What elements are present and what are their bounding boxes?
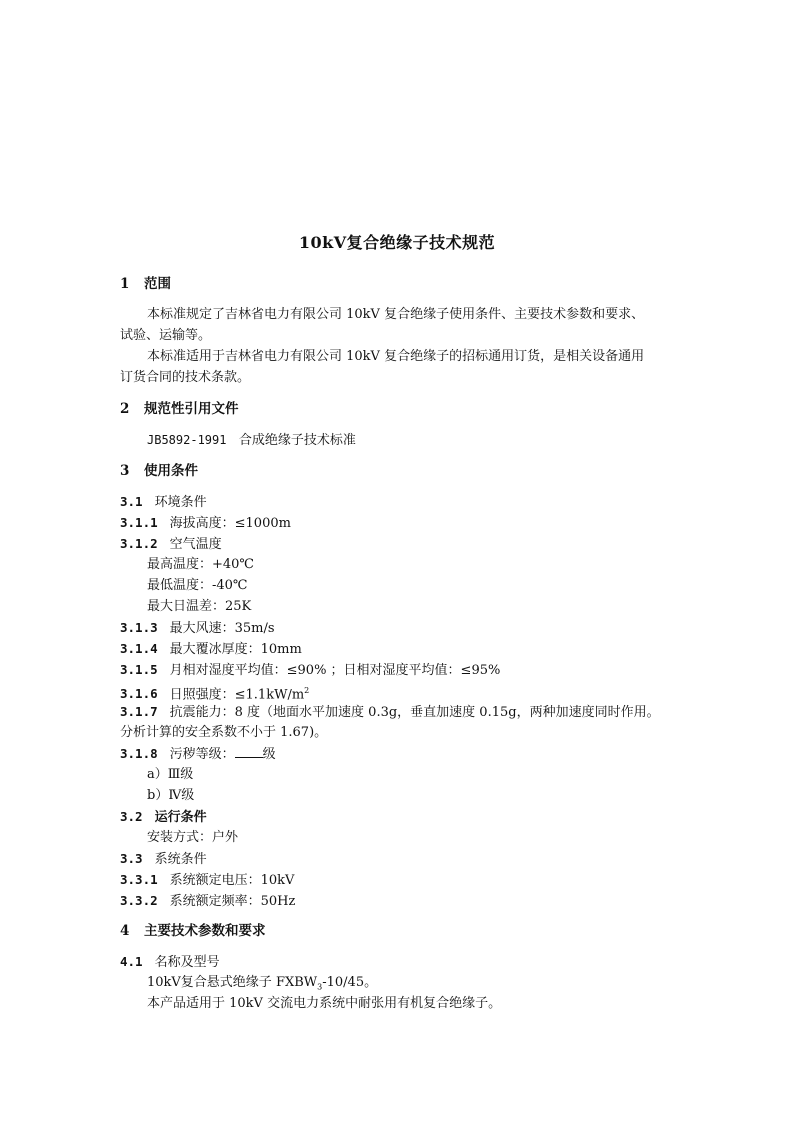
clause-title: 环境条件 <box>154 495 207 510</box>
paragraph-line: 分析计算的安全系数不小于 1.67)。 <box>120 725 328 740</box>
paragraph-line: 本标准适用于吉林省电力有限公司 10kV 复合绝缘子的招标通用订货，是相关设备通用 <box>147 349 645 364</box>
clause-number: 3.1.6 <box>120 686 158 702</box>
clause-text: 抗震能力：8 度（地面水平加速度 0.3g，垂直加速度 0.15g，两种加速度同时作用。 <box>169 705 660 720</box>
section-2-heading <box>120 399 680 419</box>
clause-number: 3.1.4 <box>120 641 158 656</box>
model-prefix: 10kV复合悬式绝缘子 FXBW <box>147 975 318 990</box>
reference-name: 合成绝缘子技术标准 <box>238 433 356 448</box>
clause-3-1-8 <box>120 744 680 765</box>
section-number: 1 <box>120 276 130 292</box>
temperature-max: 最高温度：+40℃ <box>147 557 254 572</box>
paragraph-line: 本标准规定了吉林省电力有限公司 10kV 复合绝缘子使用条件、主要技术参数和要求、 <box>147 307 645 322</box>
clause-text: 月相对湿度平均值：≤90% ；日相对湿度平均值：≤95% <box>169 663 501 678</box>
pollution-option-b: b）Ⅳ级 <box>147 788 195 803</box>
reference-code: JB5892-1991 <box>147 433 227 447</box>
clause-3-3-2 <box>120 891 680 912</box>
section-3-heading <box>120 461 680 481</box>
clause-text: 空气温度 <box>169 537 222 552</box>
clause-3-1-2 <box>120 534 680 555</box>
clause-text: 系统额定频率：50Hz <box>169 894 296 909</box>
clause-suffix: 级 <box>262 747 276 762</box>
clause-number: 3.1.1 <box>120 515 158 530</box>
section-1-heading <box>120 274 680 294</box>
clause-title: 运行条件 <box>154 810 207 825</box>
superscript: 2 <box>304 686 310 695</box>
clause-3-1-5 <box>120 660 680 681</box>
clause-number: 3.1.5 <box>120 662 158 677</box>
clause-number: 3.3.2 <box>120 893 158 908</box>
reference-item <box>147 430 707 451</box>
pollution-option-a: a）Ⅲ级 <box>147 767 194 782</box>
section-number: 2 <box>120 401 130 417</box>
section-4-heading <box>120 921 680 941</box>
clause-title: 名称及型号 <box>154 955 220 970</box>
clause-number: 3.2 <box>120 809 143 824</box>
temperature-min: 最低温度：-40℃ <box>147 578 248 593</box>
clause-3-3-1 <box>120 870 680 891</box>
clause-text: 日照强度：≤1.1kW/m <box>169 687 305 703</box>
clause-4-1 <box>120 952 680 973</box>
clause-title: 系统条件 <box>154 852 207 867</box>
clause-number: 3.1.7 <box>120 704 158 719</box>
section-title: 主要技术参数和要求 <box>144 923 266 939</box>
clause-3-1-7 <box>120 702 680 723</box>
section-title: 规范性引用文件 <box>144 401 239 417</box>
section-title: 使用条件 <box>144 463 198 479</box>
clause-number: 3.1 <box>120 494 143 509</box>
paragraph-line: 订货合同的技术条款。 <box>120 370 251 385</box>
model-subscript: 3 <box>317 982 323 992</box>
clause-3-1-3 <box>120 618 680 639</box>
clause-number: 3.1.8 <box>120 746 158 761</box>
clause-3-1 <box>120 492 680 513</box>
model-suffix: -10/45。 <box>322 975 378 990</box>
clause-3-1-4 <box>120 639 680 660</box>
clause-3-1-1 <box>120 513 680 534</box>
fill-in-blank <box>235 745 263 758</box>
clause-text: 污秽等级： <box>169 747 235 762</box>
clause-number: 3.1.3 <box>120 620 158 635</box>
clause-text: 海拔高度：≤1000m <box>169 516 291 531</box>
product-application: 本产品适用于 10kV 交流电力系统中耐张用有机复合绝缘子。 <box>147 996 502 1011</box>
clause-number: 3.1.2 <box>120 536 158 551</box>
clause-text: 最大覆冰厚度：10mm <box>169 642 302 657</box>
section-number: 3 <box>120 463 130 479</box>
install-method: 安装方式：户外 <box>147 830 239 845</box>
temperature-diff: 最大日温差：25K <box>147 599 252 614</box>
clause-number: 4.1 <box>120 954 143 969</box>
section-title: 范围 <box>144 276 171 292</box>
clause-text: 最大风速：35m/s <box>169 621 275 636</box>
clause-text: 系统额定电压：10kV <box>169 873 295 888</box>
document-title: 10kV复合绝缘子技术规范 <box>298 233 496 252</box>
paragraph-line: 试验、运输等。 <box>120 328 212 343</box>
section-number: 4 <box>120 923 130 939</box>
clause-3-2 <box>120 807 680 828</box>
clause-3-3 <box>120 849 680 870</box>
clause-number: 3.3 <box>120 851 143 866</box>
clause-number: 3.3.1 <box>120 872 158 887</box>
